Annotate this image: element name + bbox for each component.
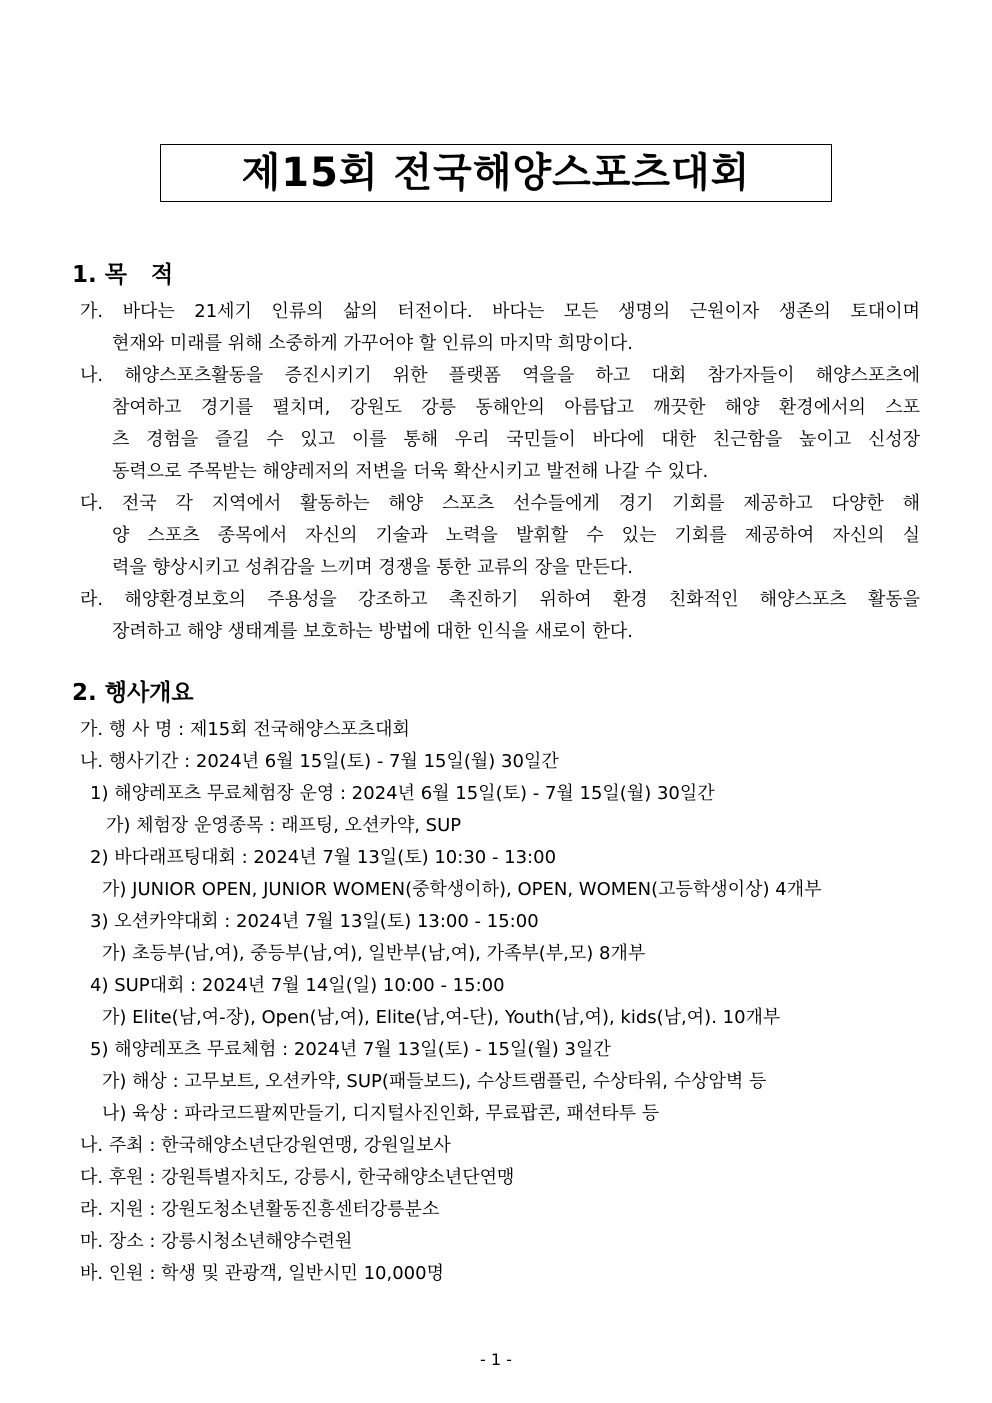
page-title: 제15회 전국해양스포츠대회 <box>241 150 751 196</box>
paragraph-line: 력을 향상시키고 성취감을 느끼며 경쟁을 통한 교류의 장을 만든다. <box>112 557 633 578</box>
overview-detail: 나) 육상 : 파라코드팔찌만들기, 디지털사진인화, 무료팝콘, 패션타투 등 <box>102 1103 660 1124</box>
overview-item-host: 나. 주최 : 한국해양소년단강원연맹, 강원일보사 <box>80 1135 451 1156</box>
overview-detail: 가) 체험장 운영종목 : 래프팅, 오션카약, SUP <box>106 815 462 836</box>
paragraph-line: 츠 경험을 즐길 수 있고 이를 통해 우리 국민들이 바다에 대한 친근함을 높이고 신성장 <box>112 429 920 450</box>
paragraph-line: 라. 해양환경보호의 주용성을 강조하고 촉진하기 위하여 환경 친화적인 해양스포츠 활동을 <box>80 589 920 610</box>
overview-item-event-period: 나. 행사기간 : 2024년 6월 15일(토) - 7월 15일(월) 30일간 <box>80 751 559 772</box>
overview-detail: 가) JUNIOR OPEN, JUNIOR WOMEN(중학생이하), OPEN, WOMEN(고등학생이상) 4개부 <box>102 879 822 900</box>
paragraph-line: 동력으로 주목받는 해양레저의 저변을 더욱 확산시키고 발전해 나갈 수 있다. <box>112 461 709 482</box>
overview-subitem-sup: 4) SUP대회 : 2024년 7월 14일(일) 10:00 - 15:00 <box>90 975 505 996</box>
paragraph-line: 현재와 미래를 위해 소중하게 가꾸어야 할 인류의 마지막 희망이다. <box>112 333 633 354</box>
page-number: - 1 - <box>480 1350 512 1369</box>
purpose-paragraph-na <box>80 360 920 488</box>
paragraph-line: 가. 바다는 21세기 인류의 삶의 터전이다. 바다는 모든 생명의 근원이자 생존의 토대이며 <box>80 301 920 322</box>
purpose-paragraph-ga <box>80 296 920 360</box>
paragraph-line: 다. 전국 각 지역에서 활동하는 해양 스포츠 선수들에게 경기 기회를 제공하고 다양한 해 <box>80 493 920 514</box>
section-heading-purpose: 1. 목 적 <box>72 262 174 288</box>
overview-item-event-name: 가. 행 사 명 : 제15회 전국해양스포츠대회 <box>80 719 410 740</box>
overview-item-support: 라. 지원 : 강원도청소년활동진흥센터강릉분소 <box>80 1199 440 1220</box>
section-heading-overview: 2. 행사개요 <box>72 680 194 706</box>
overview-subitem-ocean-kayak: 3) 오션카약대회 : 2024년 7월 13일(토) 13:00 - 15:00 <box>90 911 539 932</box>
overview-subitem-free-experience: 5) 해양레포츠 무료체험 : 2024년 7월 13일(토) - 15일(월) 3일간 <box>90 1039 611 1060</box>
overview-item-venue: 마. 장소 : 강릉시청소년해양수련원 <box>80 1231 353 1252</box>
overview-subitem-free-experience-zone: 1) 해양레포츠 무료체험장 운영 : 2024년 6월 15일(토) - 7월 15일(월) 30일간 <box>90 783 715 804</box>
paragraph-line: 나. 해양스포츠활동을 증진시키기 위한 플랫폼 역을을 하고 대회 참가자들이 해양스포츠에 <box>80 365 920 386</box>
title-box <box>160 144 832 202</box>
overview-item-sponsor: 다. 후원 : 강원특별자치도, 강릉시, 한국해양소년단연맹 <box>80 1167 515 1188</box>
overview-item-participants: 바. 인원 : 학생 및 관광객, 일반시민 10,000명 <box>80 1263 444 1284</box>
paragraph-line: 참여하고 경기를 펼치며, 강원도 강릉 동해안의 아름답고 깨끗한 해양 환경에서의 스포 <box>112 397 920 418</box>
paragraph-line: 장려하고 해양 생태계를 보호하는 방법에 대한 인식을 새로이 한다. <box>112 621 633 642</box>
purpose-paragraph-da <box>80 488 920 584</box>
purpose-paragraph-ra <box>80 584 920 648</box>
overview-subitem-rafting: 2) 바다래프팅대회 : 2024년 7월 13일(토) 10:30 - 13:00 <box>90 847 557 868</box>
overview-detail: 가) 초등부(남,여), 중등부(남,여), 일반부(남,여), 가족부(부,모) 8개부 <box>102 943 646 964</box>
paragraph-line: 양 스포츠 종목에서 자신의 기술과 노력을 발휘할 수 있는 기회를 제공하여 자신의 실 <box>112 525 920 546</box>
overview-detail: 가) 해상 : 고무보트, 오션카약, SUP(패들보드), 수상트램플린, 수상타워, 수상암벽 등 <box>102 1071 767 1092</box>
overview-detail: 가) Elite(남,여-장), Open(남,여), Elite(남,여-단), Youth(남,여), kids(남,여). 10개부 <box>102 1007 781 1028</box>
